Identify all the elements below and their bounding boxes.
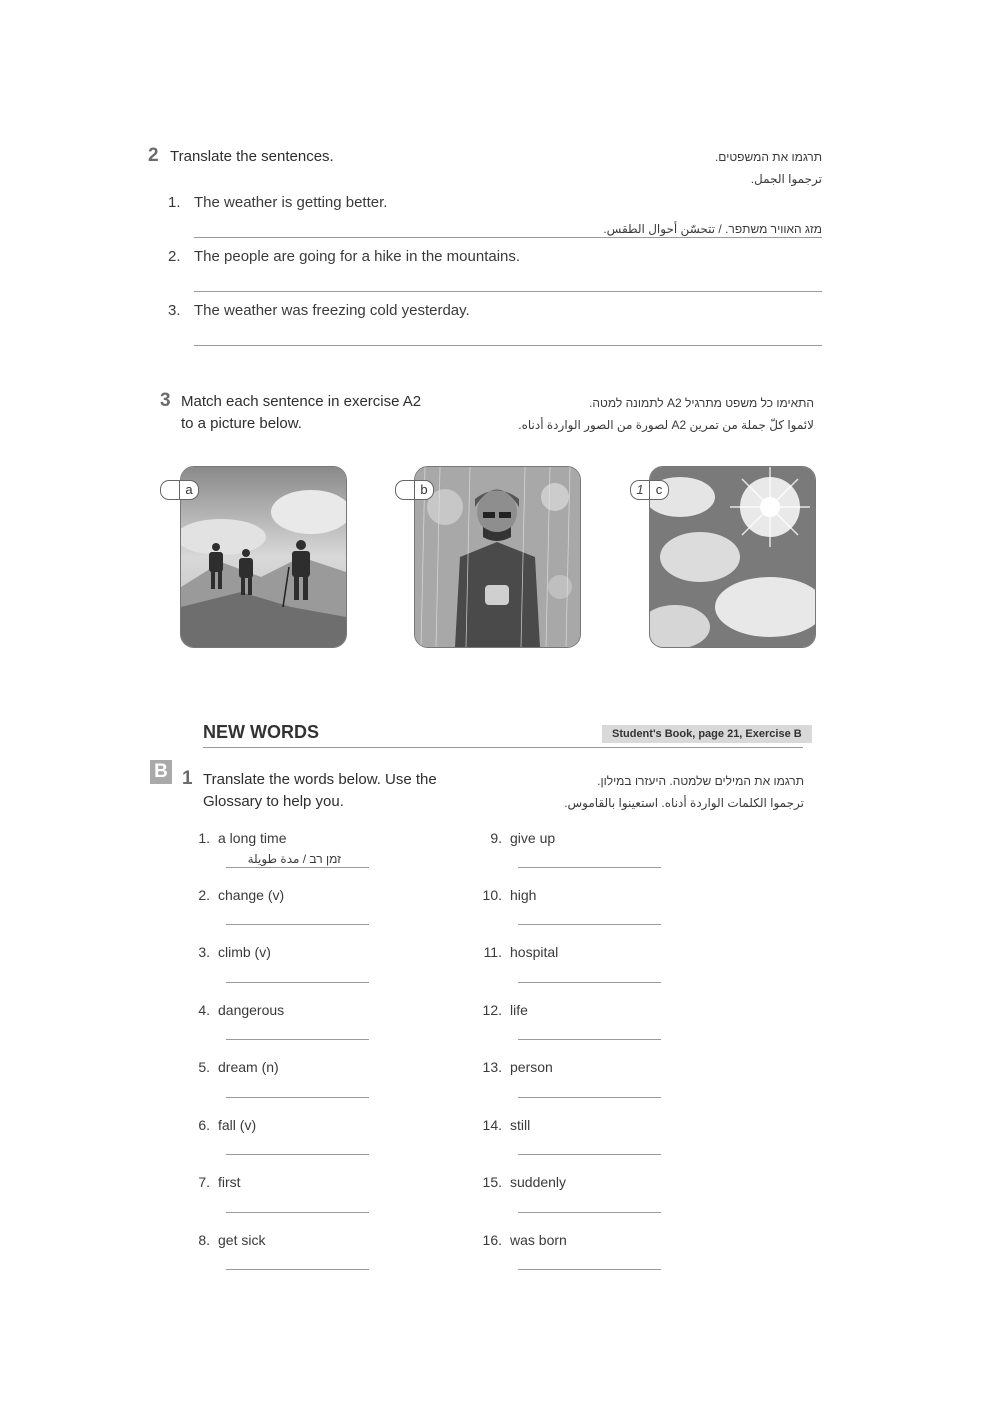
word-answer-line[interactable] <box>518 1154 661 1155</box>
sentence-2 <box>168 248 520 265</box>
word-number: 4. <box>198 1002 210 1018</box>
word-text: person <box>510 1059 553 1075</box>
word-item-16 <box>476 1232 567 1248</box>
word-answer-line[interactable] <box>226 1269 369 1270</box>
exercise-b1-hebrew-instruction: תרגמו את המילים שלמטה. היעזרו במילון. <box>597 774 804 788</box>
sun-clouds-illustration <box>650 467 815 647</box>
word-number: 11. <box>483 944 502 960</box>
picture-b-man-in-rain <box>414 466 581 648</box>
word-1-answer[interactable]: זמן רב / مدة طويلة <box>247 852 341 866</box>
word-number: 6. <box>198 1117 210 1133</box>
exercise-3-title-line-1: Match each sentence in exercise A2 <box>181 393 422 410</box>
word-answer-line[interactable] <box>518 867 661 868</box>
word-text: dangerous <box>218 1002 285 1018</box>
word-item-2 <box>186 887 284 903</box>
word-item-11 <box>476 944 558 960</box>
word-number: 10. <box>482 887 502 903</box>
sentence-3 <box>168 302 470 319</box>
word-number: 1. <box>198 830 210 846</box>
sentence-number: 2. <box>168 248 181 265</box>
word-text: give up <box>510 830 556 846</box>
exercise-2-title: Translate the sentences. <box>170 148 334 165</box>
word-text: was born <box>510 1232 567 1248</box>
word-item-1 <box>186 830 286 846</box>
new-words-divider <box>203 747 803 748</box>
word-answer-line[interactable] <box>226 1039 369 1040</box>
picture-a-label[interactable] <box>160 480 199 500</box>
word-item-5 <box>186 1059 279 1075</box>
word-number: 2. <box>198 887 210 903</box>
word-answer-line[interactable] <box>226 1154 369 1155</box>
exercise-b1-title-line-2: Glossary to help you. <box>203 793 344 810</box>
exercise-3-title-line-2: to a picture below. <box>181 415 302 432</box>
picture-c-label[interactable] <box>630 480 669 500</box>
exercise-2-number: 2 <box>148 145 159 166</box>
word-item-13 <box>476 1059 553 1075</box>
word-answer-line[interactable] <box>518 924 661 925</box>
word-item-7 <box>186 1174 241 1190</box>
word-answer-line[interactable] <box>518 1039 661 1040</box>
picture-a-hikers <box>180 466 347 648</box>
exercise-2-arabic-instruction: ترجموا الجمل. <box>750 172 822 186</box>
word-answer-line[interactable] <box>226 867 369 868</box>
word-item-3 <box>186 944 271 960</box>
word-item-15 <box>476 1174 566 1190</box>
sentence-text: The weather was freezing cold yesterday. <box>194 302 470 319</box>
word-answer-line[interactable] <box>226 1097 369 1098</box>
word-number: 3. <box>198 944 210 960</box>
picture-a-answer-box[interactable] <box>161 481 179 499</box>
exercise-3-arabic-instruction: لائموا كلّ جملة من تمرين A2 لصورة من الصور الواردة أدناه. <box>518 418 814 432</box>
word-number: 9. <box>490 830 502 846</box>
picture-c-answer-box[interactable]: 1 <box>636 482 644 497</box>
answer-line-1[interactable] <box>194 237 822 238</box>
word-number: 8. <box>198 1232 210 1248</box>
new-words-heading: NEW WORDS <box>203 722 319 742</box>
word-answer-line[interactable] <box>518 1212 661 1213</box>
picture-b-answer-box[interactable] <box>396 481 414 499</box>
word-text: a long time <box>218 830 287 846</box>
word-text: first <box>218 1174 241 1190</box>
word-number: 14. <box>482 1117 502 1133</box>
section-b-marker: B <box>150 760 172 784</box>
exercise-b1-arabic-instruction: ترجموا الكلمات الواردة أدناه. استعينوا بالقاموس. <box>564 796 804 810</box>
word-text: high <box>510 887 537 903</box>
answer-line-3[interactable] <box>194 345 822 346</box>
word-answer-line[interactable] <box>226 1212 369 1213</box>
word-text: change (v) <box>218 887 285 903</box>
word-number: 7. <box>198 1174 210 1190</box>
word-number: 12. <box>482 1002 502 1018</box>
word-text: suddenly <box>510 1174 567 1190</box>
exercise-3-number: 3 <box>160 390 171 411</box>
picture-b-letter: b <box>414 481 433 499</box>
sentence-number: 3. <box>168 302 181 319</box>
word-answer-line[interactable] <box>226 982 369 983</box>
word-text: get sick <box>218 1232 266 1248</box>
word-answer-line[interactable] <box>518 982 661 983</box>
word-text: fall (v) <box>218 1117 257 1133</box>
word-number: 15. <box>482 1174 502 1190</box>
answer-line-2[interactable] <box>194 291 822 292</box>
word-item-10 <box>476 887 536 903</box>
sentence-number: 1. <box>168 194 181 211</box>
sentence-1-answer[interactable]: מזג האוויר משתפר. / تتحسّن أحوال الطقس. <box>603 222 822 236</box>
word-item-8 <box>186 1232 265 1248</box>
word-item-6 <box>186 1117 256 1133</box>
word-item-9 <box>476 830 555 846</box>
picture-c-letter: c <box>649 481 668 499</box>
exercise-b1-number: 1 <box>182 768 193 789</box>
sentence-text: The people are going for a hike in the mountains. <box>194 248 521 265</box>
word-answer-line[interactable] <box>226 924 369 925</box>
sentence-1 <box>168 194 387 211</box>
word-answer-line[interactable] <box>518 1097 661 1098</box>
word-number: 13. <box>482 1059 502 1075</box>
word-number: 5. <box>198 1059 210 1075</box>
exercise-2-hebrew-instruction: תרגמו את המשפטים. <box>714 150 822 164</box>
word-text: still <box>510 1117 531 1133</box>
exercise-b1-title-line-1: Translate the words below. Use the <box>203 771 437 788</box>
word-item-4 <box>186 1002 284 1018</box>
picture-b-label[interactable] <box>395 480 434 500</box>
word-text: dream (n) <box>218 1059 279 1075</box>
sentence-text: The weather is getting better. <box>194 194 388 211</box>
word-text: hospital <box>510 944 559 960</box>
word-item-12 <box>476 1002 528 1018</box>
word-text: life <box>510 1002 528 1018</box>
word-answer-line[interactable] <box>518 1269 661 1270</box>
picture-c-sun-clouds <box>649 466 816 648</box>
picture-a-letter: a <box>179 481 198 499</box>
exercise-3-hebrew-instruction: התאימו כל משפט מתרגיל A2 לתמונה למטה. <box>589 396 814 410</box>
word-number: 16. <box>482 1232 502 1248</box>
students-book-reference: Student's Book, page 21, Exercise B <box>602 725 812 743</box>
man-in-rain-illustration <box>415 467 580 647</box>
hikers-illustration <box>181 467 346 647</box>
word-text: climb (v) <box>218 944 271 960</box>
word-item-14 <box>476 1117 530 1133</box>
